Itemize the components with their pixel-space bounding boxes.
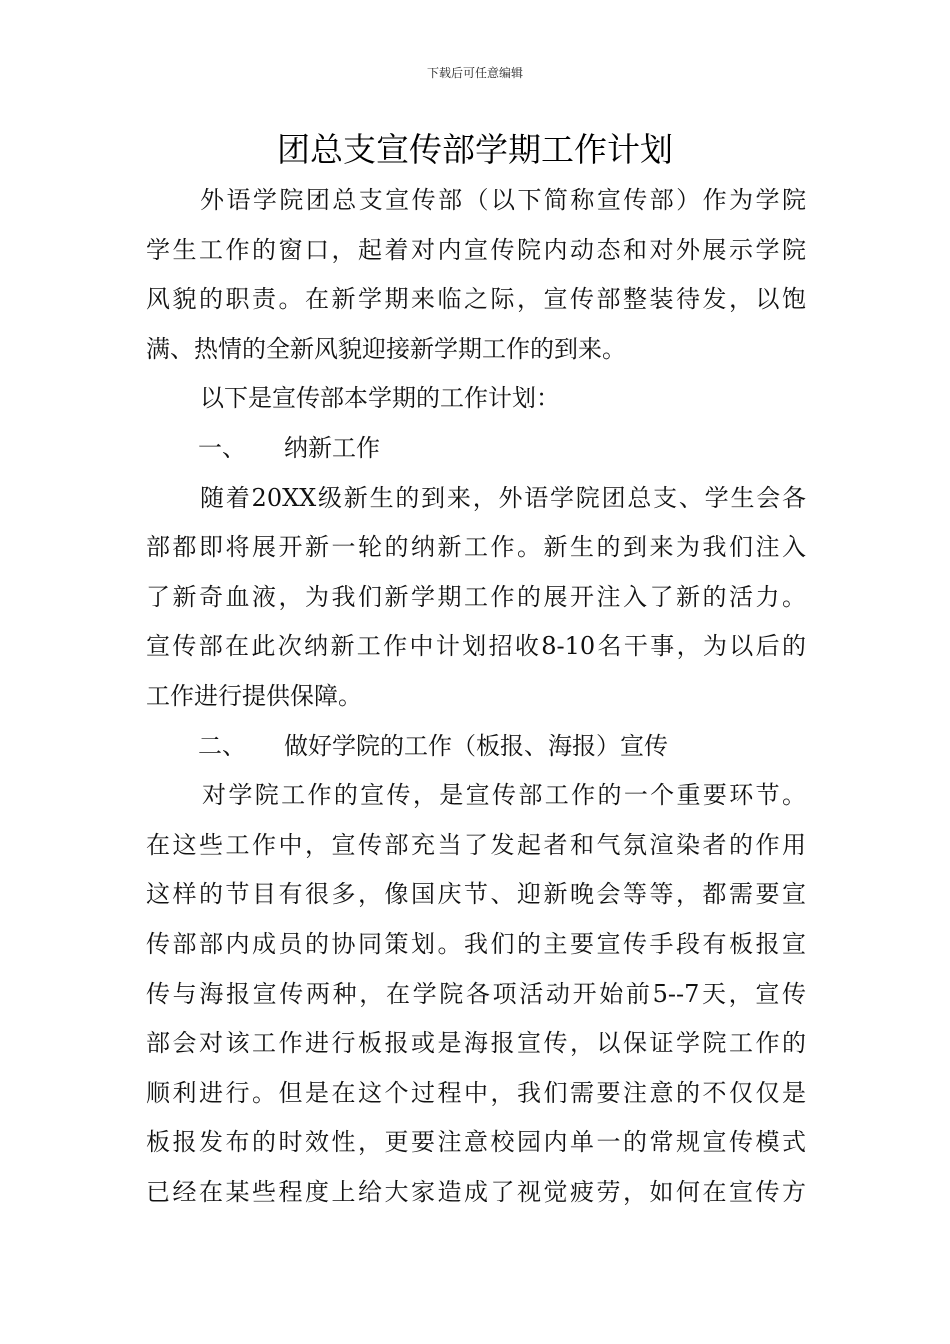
section-2-line: 板报发布的时效性，更要注意校园内单一的常规宣传模式 bbox=[146, 1128, 806, 1157]
header-note: 下载后可任意编辑 bbox=[426, 66, 523, 80]
section-2-line: 这样的节目有很多，像国庆节、迎新晚会等等，都需要宣 bbox=[146, 880, 806, 909]
section-1-line: 随着20XX级新生的到来，外语学院团总支、学生会各 bbox=[200, 483, 806, 512]
document-body bbox=[146, 176, 806, 1217]
section-2-line: 部会对该工作进行板报或是海报宣传，以保证学院工作的 bbox=[146, 1029, 806, 1058]
section-1-heading bbox=[146, 424, 806, 474]
intro-line: 风貌的职责。在新学期来临之际，宣传部整装待发，以饱 bbox=[146, 285, 806, 314]
section-1-line: 宣传部在此次纳新工作中计划招收8-10名干事，为以后的 bbox=[146, 632, 806, 661]
section-1-line: 了新奇血液，为我们新学期工作的展开注入了新的活力。 bbox=[146, 582, 806, 611]
section-1-line: 工作进行提供保障。 bbox=[146, 681, 362, 710]
section-2-number: 二、 bbox=[198, 731, 246, 760]
section-2-heading bbox=[146, 722, 806, 772]
section-1-line: 部都即将展开新一轮的纳新工作。新生的到来为我们注入 bbox=[146, 533, 806, 562]
intro-line: 满、热情的全新风貌迎接新学期工作的到来。 bbox=[146, 334, 626, 363]
section-2-line: 顺利进行。但是在这个过程中，我们需要注意的不仅仅是 bbox=[146, 1078, 806, 1107]
intro-line: 学生工作的窗口，起着对内宣传院内动态和对外展示学院 bbox=[146, 235, 806, 264]
section-2-line: 在这些工作中，宣传部充当了发起者和气氛渲染者的作用 bbox=[146, 830, 806, 859]
plan-lead: 以下是宣传部本学期的工作计划： bbox=[200, 384, 560, 413]
section-2-line: 已经在某些程度上给大家造成了视觉疲劳，如何在宣传方 bbox=[146, 1177, 806, 1206]
section-1-number: 一、 bbox=[198, 433, 246, 462]
section-2-line: 传与海报宣传两种，在学院各项活动开始前5--7天，宣传 bbox=[146, 979, 806, 1008]
document-title: 团总支宣传部学期工作计划 bbox=[277, 130, 673, 169]
section-2-line: 对学院工作的宣传，是宣传部工作的一个重要环节。 bbox=[202, 781, 806, 810]
intro-line: 外语学院团总支宣传部（以下简称宣传部）作为学院 bbox=[200, 186, 806, 214]
section-2-title: 做好学院的工作（板报、海报）宣传 bbox=[284, 731, 668, 760]
section-1-title: 纳新工作 bbox=[284, 433, 380, 462]
section-2-line: 传部部内成员的协同策划。我们的主要宣传手段有板报宣 bbox=[146, 929, 806, 958]
